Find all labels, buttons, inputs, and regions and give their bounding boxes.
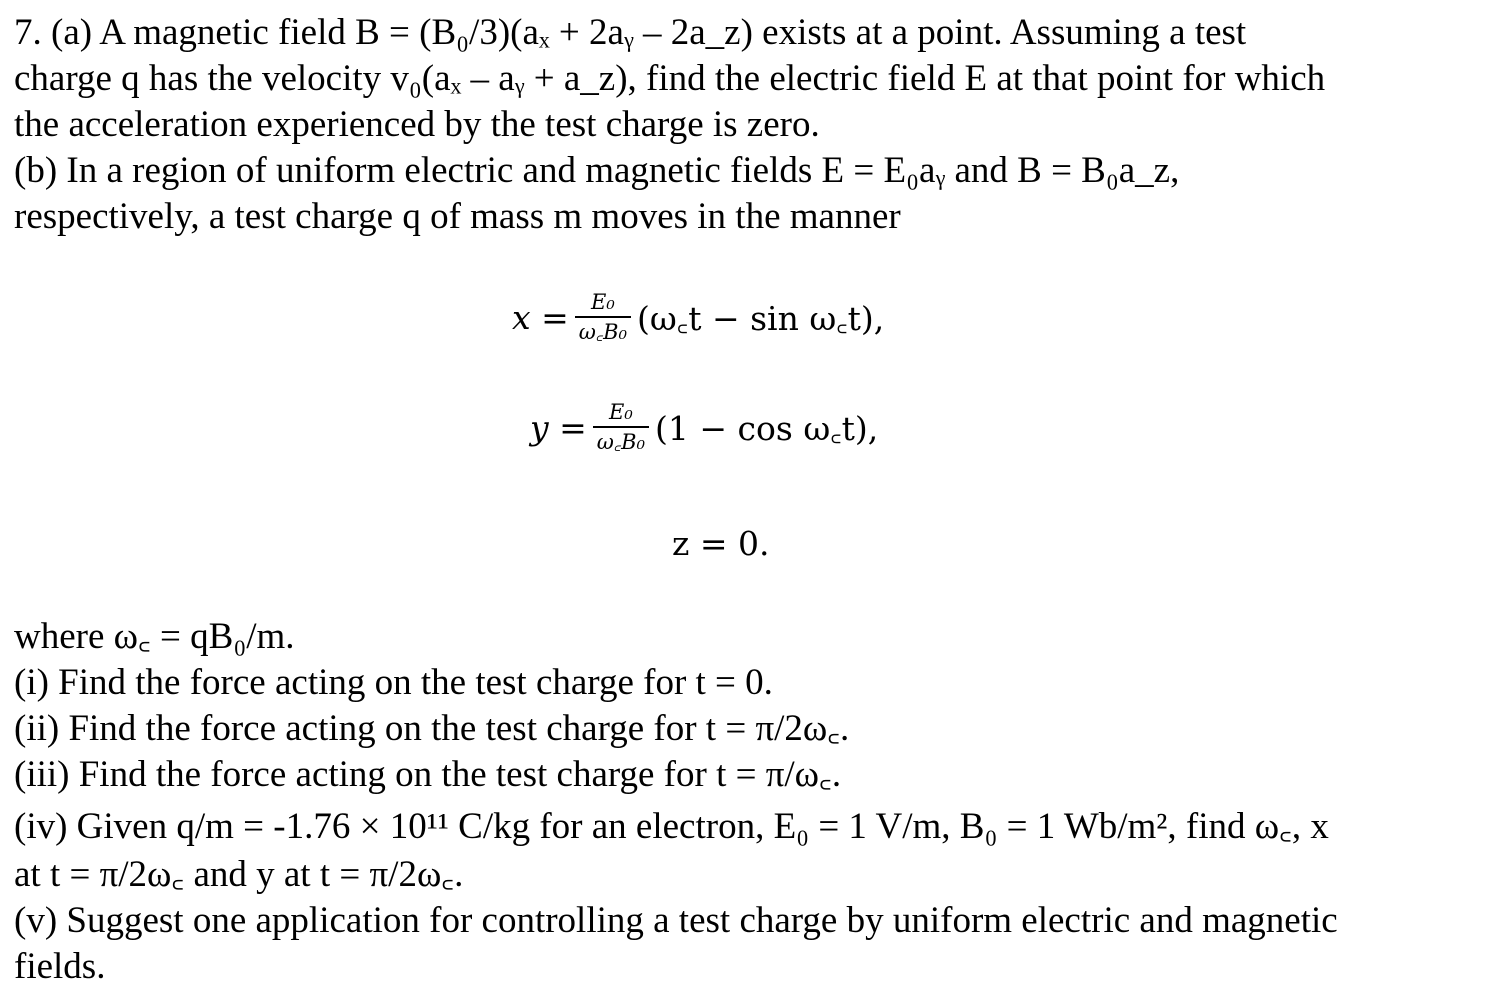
problem-line-iv-cont: at t = π/2ω꜀ and y at t = π/2ω꜀. <box>14 854 464 895</box>
equation-x-rhs: (ω꜀t − sin ω꜀t), <box>637 298 885 338</box>
equation-y-fraction <box>593 398 649 456</box>
problem-line-v: (v) Suggest one application for controlling a test charge by uniform electric and magnetic <box>14 900 1338 941</box>
equation-y-numerator: E₀ <box>609 400 633 424</box>
equation-y <box>530 398 878 456</box>
equation-x-numerator: E₀ <box>591 290 615 314</box>
problem-line-ii: (ii) Find the force acting on the test charge for t = π/2ω꜀. <box>14 708 850 749</box>
equation-z-text: z = 0. <box>672 524 770 563</box>
equation-x-denominator: ω꜀B₀ <box>578 320 628 344</box>
equation-x-fraction <box>575 288 631 346</box>
equation-x <box>512 288 884 346</box>
problem-line-iii: (iii) Find the force acting on the test charge for t = π/ω꜀. <box>14 754 842 795</box>
equation-y-rhs: (1 − cos ω꜀t), <box>655 408 879 448</box>
problem-line-v-cont: fields. <box>14 946 106 987</box>
problem-line-5: respectively, a test charge q of mass m moves in the manner <box>14 196 901 237</box>
problem-line-i: (i) Find the force acting on the test charge for t = 0. <box>14 662 773 703</box>
equation-x-lhs: x = <box>512 297 569 337</box>
equation-y-denominator: ω꜀B₀ <box>596 430 646 454</box>
problem-line-4: (b) In a region of uniform electric and magnetic fields E = E₀aᵧ and B = B₀a_z, <box>14 150 1180 191</box>
problem-line-1: 7. (a) A magnetic field B = (B₀/3)(aₓ + 2aᵧ – 2a_z) exists at a point. Assuming a test <box>14 12 1247 53</box>
problem-line-iv: (iv) Given q/m = -1.76 × 10¹¹ C/kg for an electron, E₀ = 1 V/m, B₀ = 1 Wb/m², find ω꜀, x <box>14 806 1329 847</box>
problem-line-where: where ω꜀ = qB₀/m. <box>14 616 295 657</box>
problem-line-3: the acceleration experienced by the test charge is zero. <box>14 104 820 145</box>
equation-y-lhs: y = <box>530 407 587 447</box>
problem-line-2: charge q has the velocity v₀(aₓ – aᵧ + a_z), find the electric field E at that point for which <box>14 58 1326 99</box>
equation-z <box>672 524 770 563</box>
